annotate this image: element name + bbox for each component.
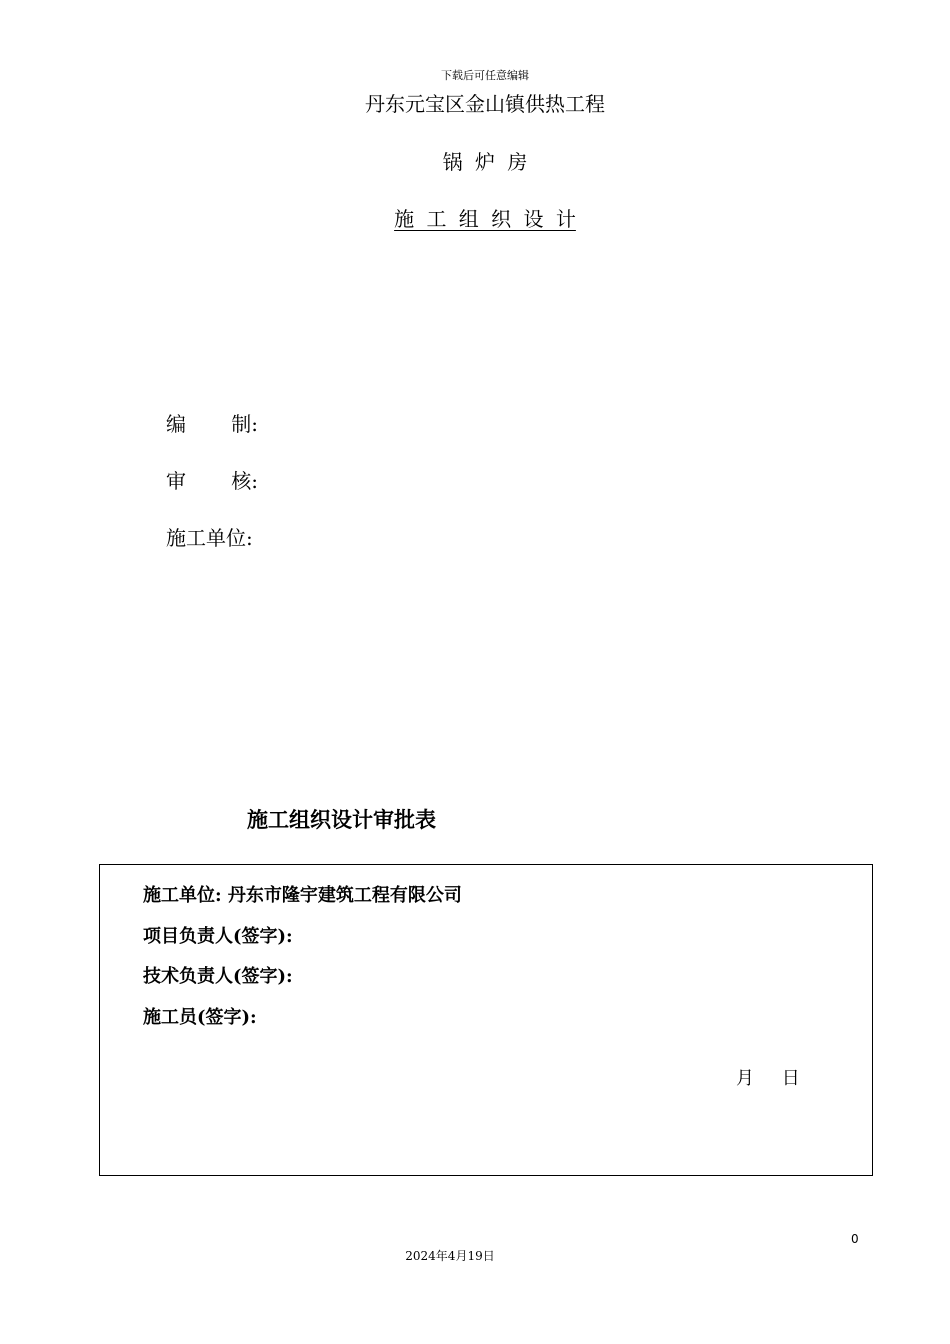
compile-row — [166, 408, 258, 437]
approval-form-title: 施工组织设计审批表 — [247, 807, 436, 832]
document-subtitle: 锅 炉 房 — [442, 150, 528, 174]
document-title-text: 施 工 组 织 设 计 — [394, 207, 576, 231]
construction-unit-label: 施工单位: — [166, 526, 253, 550]
construction-staff-signature-line: 施工员(签字): — [143, 1007, 257, 1028]
approval-date-line: 月 日 — [736, 1068, 800, 1089]
project-manager-signature-line: 项目负责人(签字): — [143, 926, 293, 947]
review-row — [166, 465, 258, 494]
footer-date: 2024年4月19日 — [405, 1249, 495, 1263]
construction-unit-row — [166, 522, 253, 551]
review-label-left: 审 — [166, 469, 186, 493]
compile-label-left: 编 — [166, 412, 186, 436]
technical-lead-signature-line: 技术负责人(签字): — [143, 966, 293, 987]
compile-label-right: 制: — [231, 412, 258, 436]
review-label — [166, 465, 258, 494]
page-number: 0 — [851, 1232, 859, 1246]
approval-unit-line: 施工单位: 丹东市隆宇建筑工程有限公司 — [143, 885, 462, 906]
compile-label — [166, 408, 258, 437]
document-title — [0, 203, 950, 232]
header-note: 下载后可任意编辑 — [441, 69, 529, 82]
project-title: 丹东元宝区金山镇供热工程 — [365, 92, 605, 116]
review-label-right: 核: — [231, 469, 258, 493]
